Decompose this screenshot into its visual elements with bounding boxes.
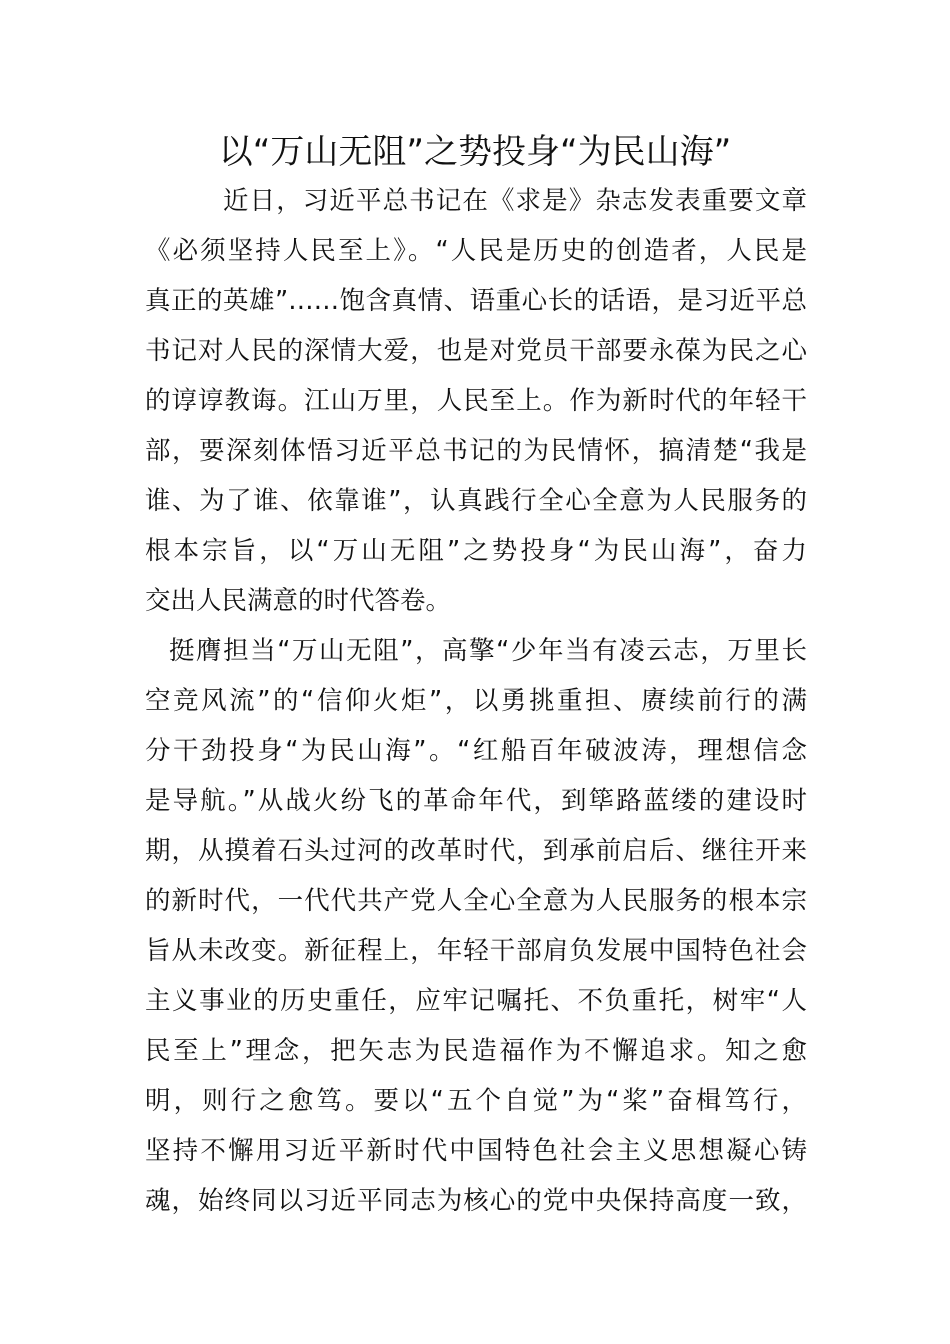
paragraph-line: 挺膺担当“万山无阻”，高擎“少年当有凌云志，万里长 [169,636,807,666]
paragraph-line: 空竞风流”的“信仰火炬”，以勇挑重担、赓续前行的满 [145,686,807,716]
paragraph-line: 部，要深刻体悟习近平总书记的为民情怀，搞清楚“我是 [145,436,807,466]
paragraph-line: 谁、为了谁、依靠谁”，认真践行全心全意为人民服务的 [145,486,807,516]
paragraph-line: 主义事业的历史重任，应牢记嘱托、不负重托，树牢“人 [145,986,807,1016]
paragraph-2 [145,626,807,1226]
paragraph-1 [145,176,807,626]
paragraph-line: 是导航。”从战火纷飞的革命年代，到筚路蓝缕的建设时 [145,786,807,816]
paragraph-line: 书记对人民的深情大爱，也是对党员干部要永葆为民之心 [145,336,807,366]
paragraph-line: 期，从摸着石头过河的改革时代，到承前启后、继往开来 [145,836,807,866]
paragraph-line: 的新时代，一代代共产党人全心全意为人民服务的根本宗 [145,886,807,916]
paragraph-line: 交出人民满意的时代答卷。 [145,586,452,616]
paragraph-line: 真正的英雄”……饱含真情、语重心长的话语，是习近平总 [145,286,807,316]
paragraph-line: 分干劲投身“为民山海”。“红船百年破波涛，理想信念 [145,736,807,766]
document-title: 以“万山无阻”之势投身“为民山海” [218,132,732,172]
paragraph-line: 旨从未改变。新征程上，年轻干部肩负发展中国特色社会 [145,936,807,966]
paragraph-line: 近日，习近平总书记在《求是》杂志发表重要文章 [223,186,807,216]
paragraph-line: 明，则行之愈笃。要以“五个自觉”为“桨”奋楫笃行， [145,1086,807,1116]
document-body [145,176,807,1226]
paragraph-line: 民至上”理念，把矢志为民造福作为不懈追求。知之愈 [145,1036,807,1066]
paragraph-line: 《必须坚持人民至上》。“人民是历史的创造者，人民是 [145,236,807,266]
paragraph-line: 魂，始终同以习近平同志为核心的党中央保持高度一致， [145,1186,807,1216]
paragraph-line: 坚持不懈用习近平新时代中国特色社会主义思想凝心铸 [145,1136,807,1166]
paragraph-line: 根本宗旨，以“万山无阻”之势投身“为民山海”，奋力 [145,536,807,566]
paragraph-line: 的谆谆教诲。江山万里，人民至上。作为新时代的年轻干 [145,386,807,416]
